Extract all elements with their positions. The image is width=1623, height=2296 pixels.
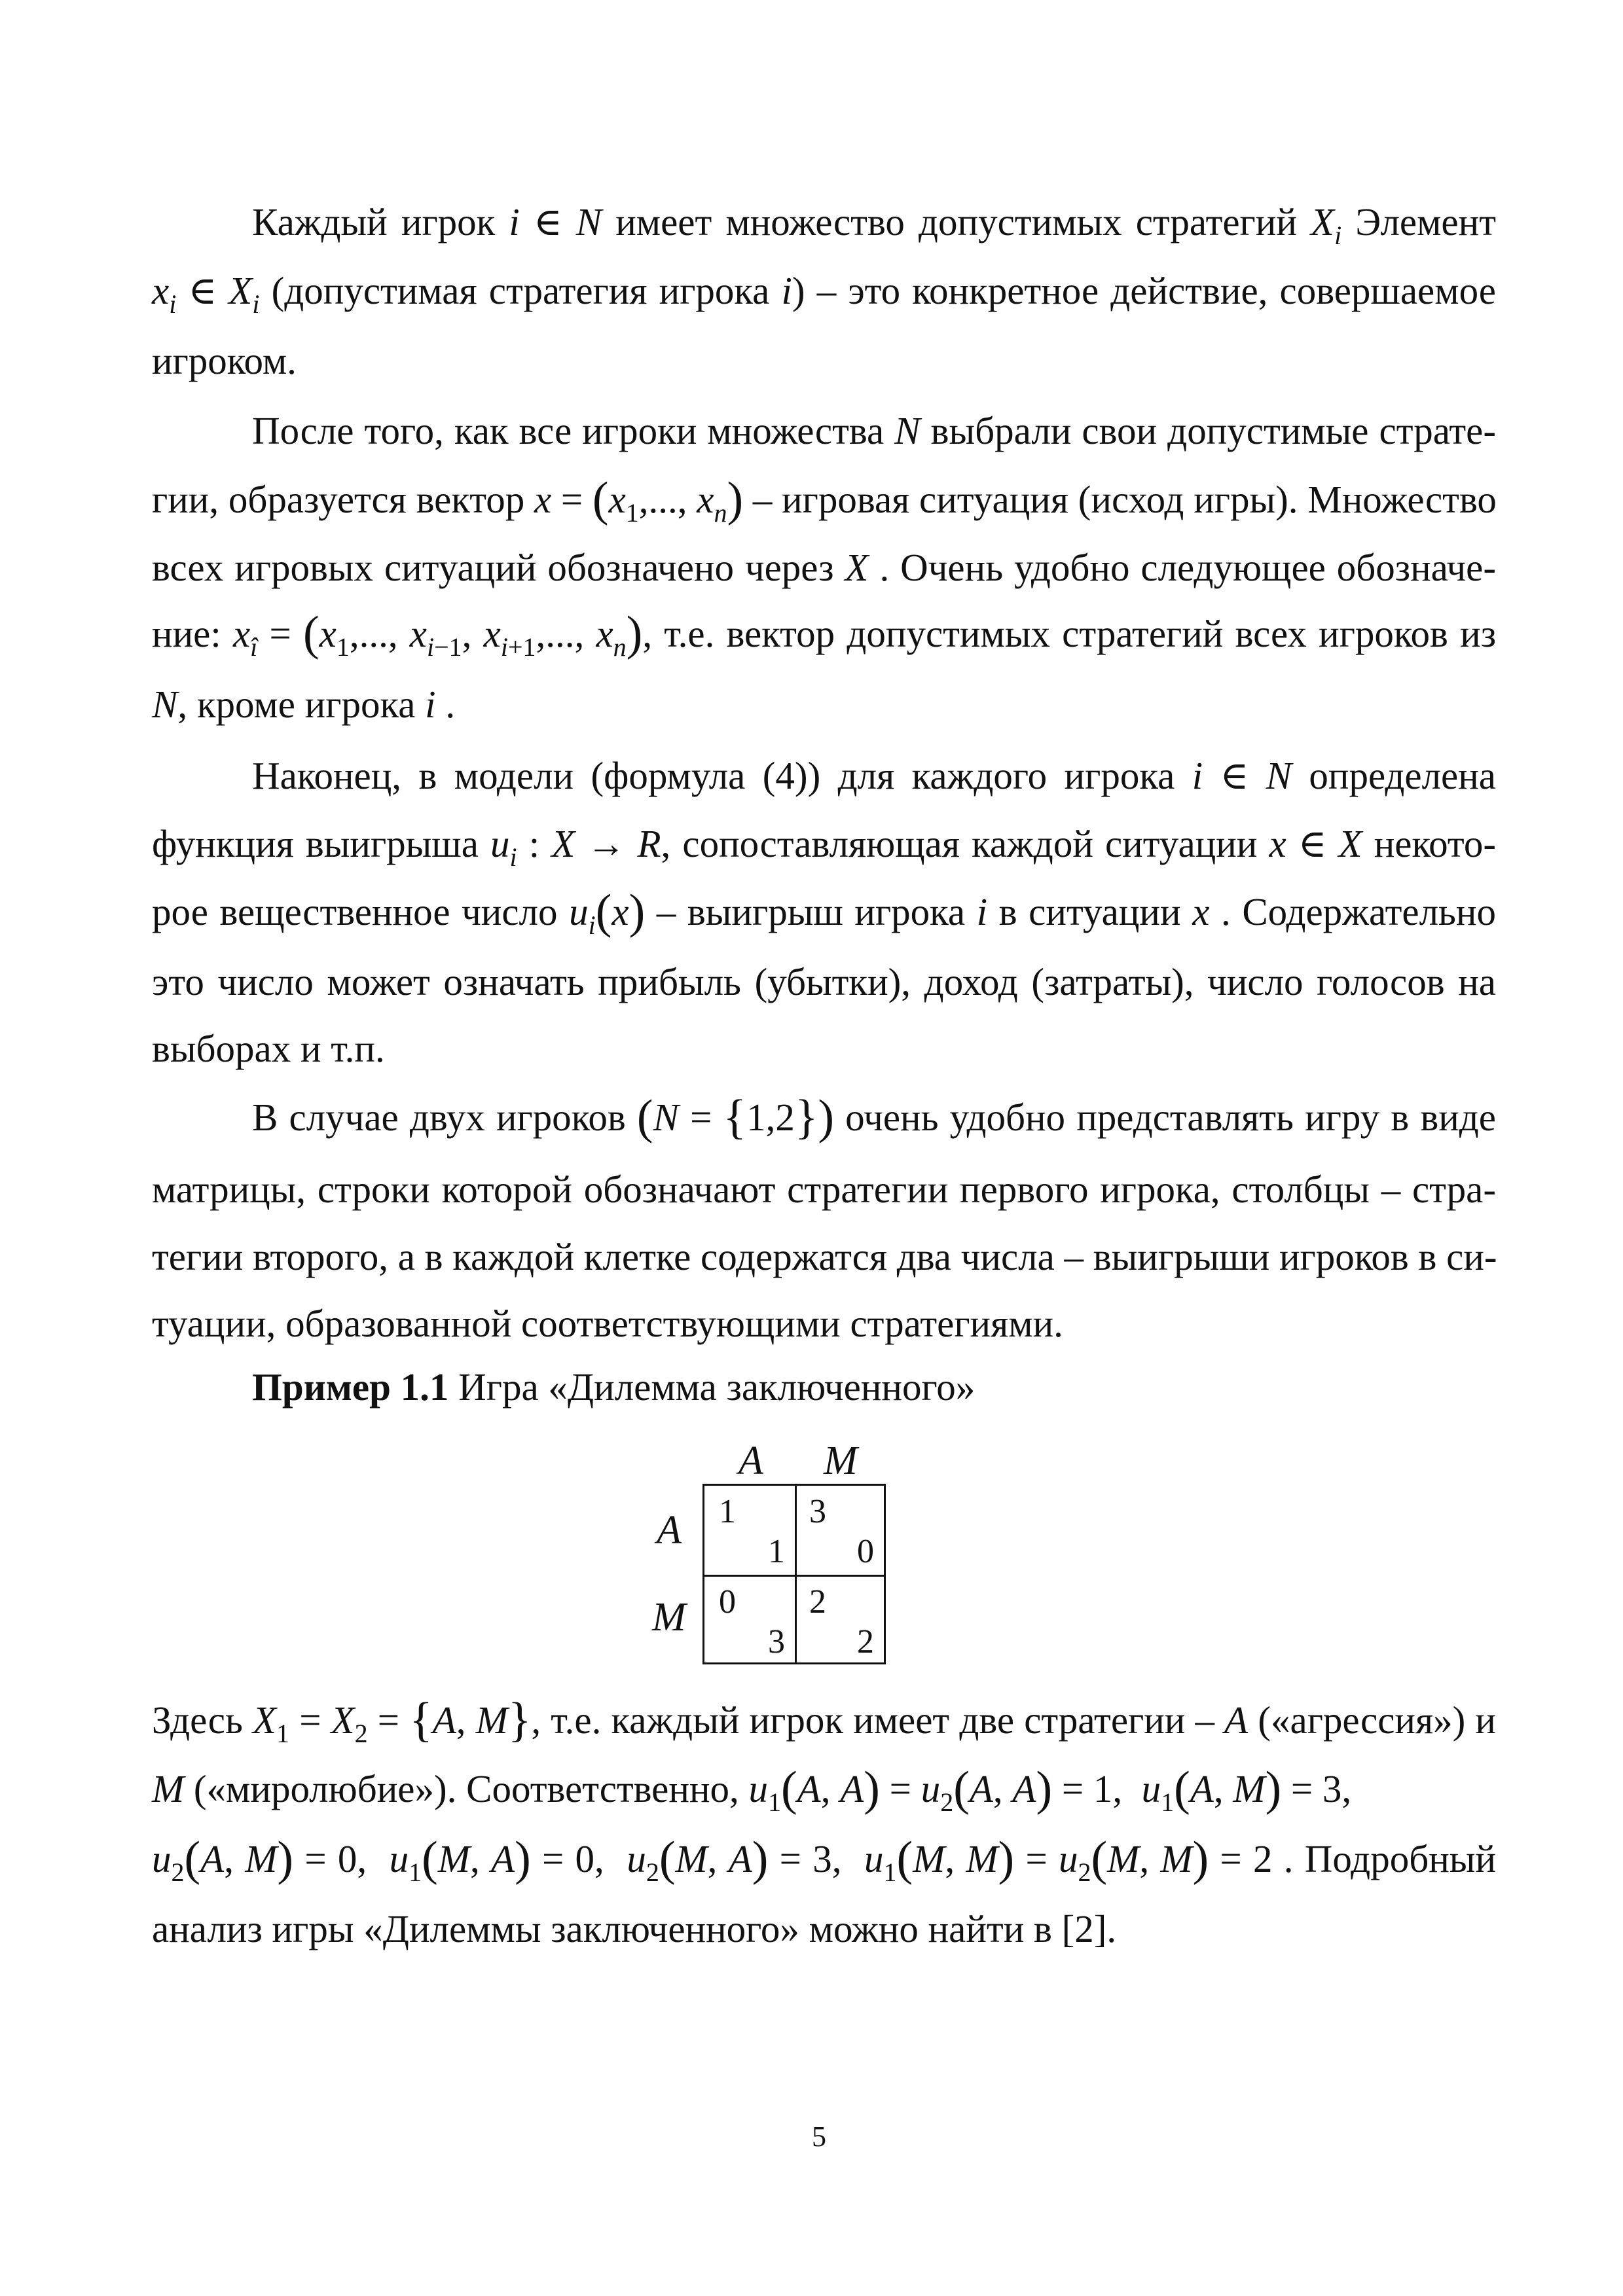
matrix-col-header: M [824,1439,858,1483]
text-line: $x_i$ ∈ $X_i$ (допустимая стратегия игрока i) – это конкретное действие, совершаемое [152,269,1496,319]
example-title: Игра «Дилемма заключенного» [458,1365,976,1408]
matrix-divider [795,1486,797,1662]
cell-payoff-p2: 1 [768,1533,785,1570]
page-number: 5 [812,2121,826,2153]
text-line: анализ игры «Дилеммы заключенного» можно найти в [2]. [152,1907,1117,1950]
text-line: N, кроме игрока i . [152,683,456,726]
matrix-row-header: A [657,1508,682,1552]
text-line: Каждый игрок i ∈ N имеет множество допустимых стратегий $X_i$ Элемент [252,200,1496,250]
text-line: матрицы, строки которой обозначают стратегии первого игрока, столбцы – стра- [152,1168,1496,1211]
cell-payoff-p2: 2 [857,1623,874,1660]
text-line: После того, как все игроки множества N выбрали свои допустимые страте- [252,409,1496,452]
cell-payoff-p2: 0 [857,1533,874,1570]
text-line: $u_2(A$, M) = 0, $u_1(M$, A) = 0, $u_2(M$, A) = 3, $u_1(M$, $M) = u_2(M$, M) = 2 . Подробный [152,1832,1497,1887]
payoff-matrix [702,1484,886,1664]
text-line: M («миролюбие»). Соответственно, $u_1(A$, $A) = u_2(A$, A) = 1, $u_1(A$, M) = 3, [152,1762,1352,1817]
cell-payoff-p1: 2 [809,1583,826,1621]
cell-payoff-p1: 1 [719,1493,736,1530]
matrix-col-header: A [739,1439,763,1483]
text-line: рое вещественное число $u_i(x)$ – выигрыш игрока i в ситуации x . Содержательно [152,885,1497,940]
text-line: игроком. [152,339,297,382]
text-line: Наконец, в модели (формула (4)) для каждого игрока i ∈ N определена [252,754,1496,797]
text-line: функция выигрыша $u_i$ : X → R, сопоставляющая каждой ситуации x ∈ X некото- [152,822,1496,872]
matrix-divider [704,1575,884,1577]
cell-payoff-p2: 3 [768,1623,785,1660]
example-label: Пример 1.1 [252,1365,449,1408]
text-line: В случае двух игроков (N = {1,2}) очень удобно представлять игру в виде [252,1090,1496,1144]
text-line: всех игровых ситуаций обозначено через X . Очень удобно следующее обозначе- [152,546,1497,589]
text-line: ние: $x_î = (x_1$,..., $x_{i-1}$, $x_{i+1}$,..., $x_n$), т.е. вектор допустимых стратегий всех игроков из [152,607,1497,662]
cell-payoff-p1: 0 [719,1583,736,1621]
text-line: выборах и т.п. [152,1027,385,1070]
text-line: гии, образуется вектор $x = (x_1$,..., $x_n$) – игровая ситуация (исход игры). Множество [152,473,1497,528]
matrix-row-header: M [652,1595,686,1640]
text-line: тегии второго, а в каждой клетке содержатся два числа – выигрыши игроков в си- [152,1235,1497,1278]
example-heading [252,1357,1496,1416]
cell-payoff-p1: 3 [809,1493,826,1530]
text-line: Здесь $X_1 = X_2 = \{A$, M}, т.е. каждый игрок имеет две стратегии – A («агрессия») и [152,1693,1497,1748]
text-line: это число может означать прибыль (убытки), доход (затраты), число голосов на [152,960,1496,1003]
text-line: туации, образованной соответствующими стратегиями. [152,1302,1063,1345]
